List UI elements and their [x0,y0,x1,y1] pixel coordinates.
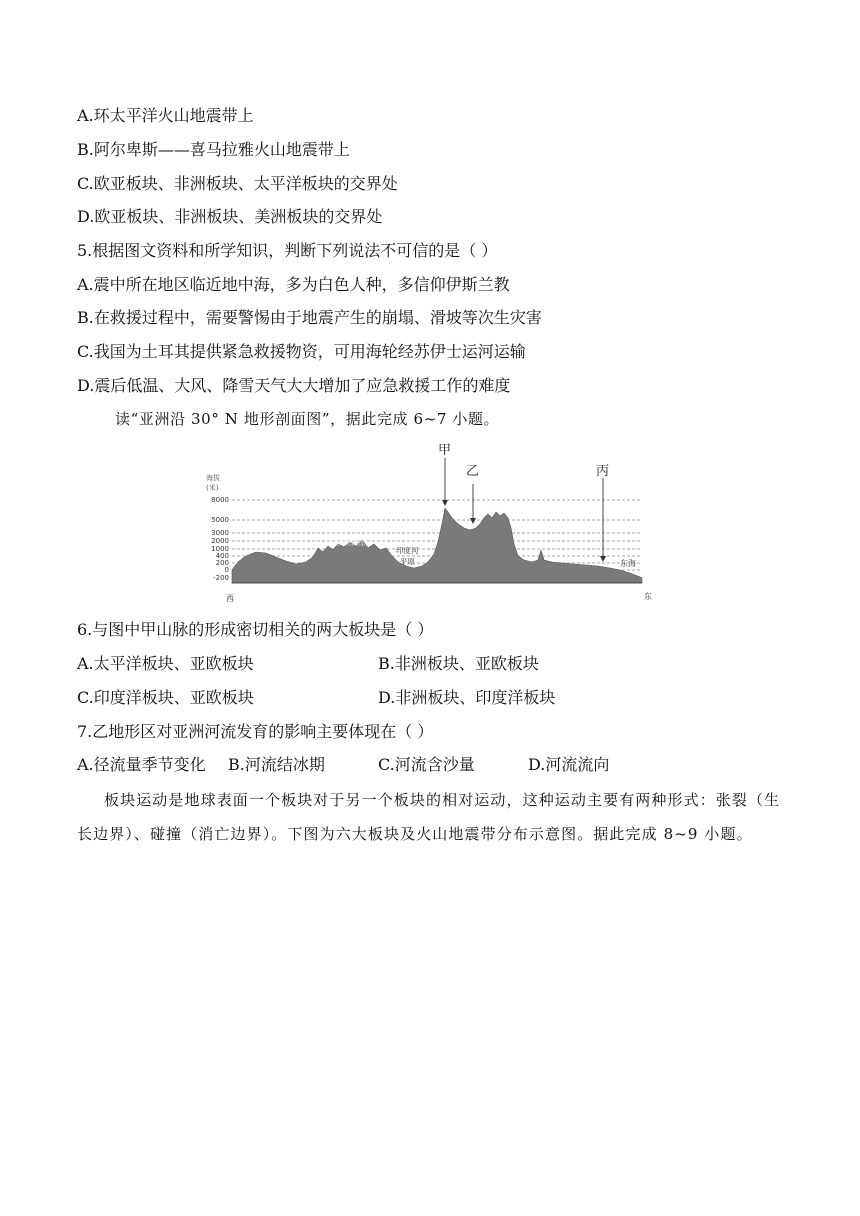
y-tick: 5000 [211,516,229,524]
label-bing: 丙 [596,464,610,479]
y-tick: 8000 [211,496,229,504]
y-axis-unit: (米) [206,484,219,492]
label-jia: 甲 [438,443,452,458]
q5-option-a: A.震中所在地区临近地中海，多为白色人种，多信仰伊斯兰教 [77,275,510,294]
y-tick: 3000 [211,529,229,537]
q4-option-b: B.阿尔卑斯——喜马拉雅火山地震带上 [77,140,350,159]
label-iran-plateau: 伊朗高原 [336,538,366,547]
passage-8-9: 板块运动是地球表面一个板块对于另一个板块的相对运动，这种运动主要有两种形式：张裂（生长边界）、碰撞（消亡边界）。下图为六大板块及火山地震带分布示意图。据此完成 8~9 小题。 [77,791,781,843]
intro-6-7: 读“亚洲沿 30° N 地形剖面图”，据此完成 6~7 小题。 [115,410,500,428]
y-axis-title: 海拔 [206,474,220,482]
q6-option-d: D.非洲板块、印度洋板块 [378,688,556,707]
label-east: 东 [644,592,652,601]
q7-option-c: C.河流含沙量 [378,755,475,774]
y-tick: 1000 [211,545,229,553]
q6-option-a: A.太平洋板块、亚欧板块 [77,654,254,673]
label-yi: 乙 [466,464,480,479]
q4-option-d: D.欧亚板块、非洲板块、美洲板块的交界处 [77,207,383,226]
q4-option-a: A.环太平洋火山地震带上 [77,106,254,125]
label-indus-plain: 平原 [400,557,415,566]
q7-option-b: B.河流结冰期 [228,755,325,774]
q5-option-d: D.震后低温、大风、降雪天气大大增加了应急救援工作的难度 [77,376,511,395]
y-tick: 200 [215,559,229,567]
label-east-sea: 东海 [620,559,636,568]
y-tick: 0 [224,566,229,574]
terrain-profile-figure [200,438,670,608]
y-tick: 2000 [211,537,229,545]
q6-option-c: C.印度洋板块、亚欧板块 [77,688,254,707]
label-indus-river: 印度河 [396,546,419,555]
label-west: 西 [226,594,234,603]
q4-option-c: C.欧亚板块、非洲板块、太平洋板块的交界处 [77,174,398,193]
q6-option-b: B.非洲板块、亚欧板块 [378,654,539,673]
y-axis-ticks [211,496,229,582]
y-tick: -200 [213,574,229,582]
q7-stem: 7.乙地形区对亚洲河流发育的影响主要体现在（ ） [77,722,434,741]
q5-stem: 5.根据图文资料和所学知识，判断下列说法不可信的是（ ） [77,241,498,260]
q5-option-b: B.在救援过程中，需要警惕由于地震产生的崩塌、滑坡等次生灾害 [77,308,542,327]
q7-option-a: A.径流量季节变化 [77,755,206,774]
y-tick: 400 [215,552,229,560]
q7-option-d: D.河流流向 [528,755,610,774]
q6-stem: 6.与图中甲山脉的形成密切相关的两大板块是（ ） [77,620,434,639]
q5-option-c: C.我国为土耳其提供紧急救援物资，可用海轮经苏伊士运河运输 [77,342,526,361]
terrain-silhouette [232,508,642,583]
